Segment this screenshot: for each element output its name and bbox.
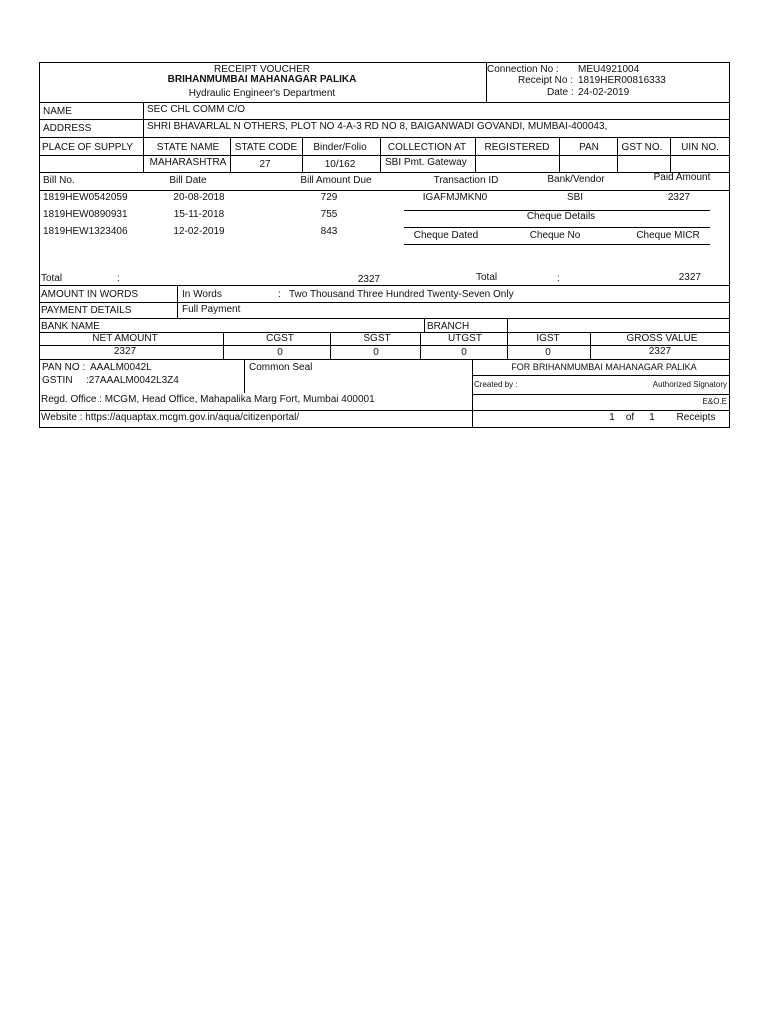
total-label-left: Total bbox=[41, 273, 63, 284]
cheque-details-label: Cheque Details bbox=[526, 211, 596, 222]
page-total: 1 bbox=[649, 412, 655, 423]
common-seal-label: Common Seal bbox=[249, 362, 313, 373]
total-value-right: 2327 bbox=[678, 272, 701, 283]
collection-at-value: SBI Pmt. Gateway bbox=[385, 157, 467, 168]
of-label: of bbox=[625, 412, 635, 423]
transaction-id: IGAFMJMKN0 bbox=[422, 192, 488, 203]
receipt-label: Receipt No : bbox=[518, 75, 574, 86]
org-name: BRIHANMUMBAI MAHANAGAR PALIKA bbox=[167, 74, 357, 85]
department: Hydraulic Engineer's Department bbox=[188, 88, 336, 99]
for-org-label: FOR BRIHANMUMBAI MAHANAGAR PALIKA bbox=[511, 362, 697, 372]
gstin-label: GSTIN bbox=[42, 375, 73, 386]
utgst-header: UTGST bbox=[448, 333, 482, 344]
branch-label: BRANCH bbox=[427, 321, 470, 332]
bank-vendor: SBI bbox=[566, 192, 584, 203]
customer-name: SEC CHL COMM C/O bbox=[147, 104, 245, 115]
bill-date: 12-02-2019 bbox=[173, 226, 225, 237]
amount-in-words: Two Thousand Three Hundred Twenty-Seven Only bbox=[289, 289, 514, 300]
receipts-label: Receipts bbox=[676, 412, 716, 423]
pan-no-value: AAALM0042L bbox=[90, 362, 152, 373]
connection-no: MEU4921004 bbox=[578, 64, 640, 75]
bill-no-header: Bill No. bbox=[43, 175, 75, 186]
collection-at-label: COLLECTION AT bbox=[387, 142, 467, 153]
in-words-colon: : bbox=[278, 289, 281, 300]
bank-name-label: BANK NAME bbox=[41, 321, 100, 332]
voucher-title: RECEIPT VOUCHER bbox=[214, 64, 310, 75]
date-label: Date : bbox=[547, 87, 574, 98]
created-by-label: Created by : bbox=[474, 380, 518, 389]
in-words-label: In Words bbox=[182, 289, 222, 300]
state-name-value: MAHARASHTRA bbox=[149, 157, 227, 168]
gross-value: 2327 bbox=[648, 346, 672, 357]
cgst-header: CGST bbox=[266, 333, 294, 344]
eoe-label: E&O.E bbox=[702, 397, 727, 406]
gross-value-header: GROSS VALUE bbox=[626, 333, 698, 344]
cheque-micr-label: Cheque MICR bbox=[636, 230, 700, 241]
state-code-value: 27 bbox=[259, 159, 271, 170]
date-value: 24-02-2019 bbox=[578, 87, 630, 98]
address-label: ADDRESS bbox=[43, 123, 92, 134]
connection-label: Connection No : bbox=[487, 64, 559, 75]
binder-folio-label: Binder/Folio bbox=[313, 142, 367, 153]
amount-due-header: Bill Amount Due bbox=[300, 175, 372, 186]
bank-vendor-header: Bank/Vendor bbox=[547, 174, 605, 185]
total-value-left: 2327 bbox=[357, 274, 381, 285]
cgst-value: 0 bbox=[277, 347, 283, 358]
payment-details-value: Full Payment bbox=[182, 304, 241, 315]
binder-folio-value: 10/162 bbox=[324, 159, 356, 170]
gstin-value: :27AAALM0042L3Z4 bbox=[86, 375, 179, 386]
utgst-value: 0 bbox=[461, 347, 467, 358]
net-amount-header: NET AMOUNT bbox=[92, 333, 158, 344]
bill-amount: 729 bbox=[320, 192, 338, 203]
bill-no: 1819HEW0542059 bbox=[43, 192, 128, 203]
net-amount-value: 2327 bbox=[113, 346, 137, 357]
gst-no-label: GST NO. bbox=[621, 142, 663, 153]
paid-amount-header: Paid Amount bbox=[653, 172, 711, 183]
customer-address: SHRI BHAVARLAL N OTHERS, PLOT NO 4-A-3 RD NO 8, BAIGANWADI GOVANDI, MUMBAI-400043, bbox=[147, 121, 608, 132]
total-colon-right: : bbox=[557, 273, 560, 284]
receipt-no: 1819HER00816333 bbox=[578, 75, 666, 86]
uin-no-label: UIN NO. bbox=[681, 142, 719, 153]
regd-office: Regd. Office : MCGM, Head Office, Mahapalika Marg Fort, Mumbai 400001 bbox=[41, 394, 375, 405]
sgst-value: 0 bbox=[373, 347, 379, 358]
pan-label: PAN bbox=[579, 142, 599, 153]
paid-amount: 2327 bbox=[667, 192, 691, 203]
authorized-signatory-label: Authorized Signatory bbox=[652, 380, 727, 389]
sgst-header: SGST bbox=[363, 333, 391, 344]
total-label-right: Total bbox=[476, 272, 498, 283]
bill-amount: 843 bbox=[320, 226, 338, 237]
bill-no: 1819HEW1323406 bbox=[43, 226, 128, 237]
transaction-id-header: Transaction ID bbox=[433, 175, 499, 186]
cheque-no-label: Cheque No bbox=[529, 230, 581, 241]
igst-header: IGST bbox=[536, 333, 560, 344]
bill-date: 20-08-2018 bbox=[173, 192, 225, 203]
state-name-label: STATE NAME bbox=[156, 142, 220, 153]
page-number: 1 bbox=[609, 412, 615, 423]
bill-amount: 755 bbox=[320, 209, 338, 220]
registered-label: REGISTERED bbox=[484, 142, 550, 153]
payment-details-label: PAYMENT DETAILS bbox=[41, 305, 132, 316]
bill-date: 15-11-2018 bbox=[173, 209, 225, 220]
name-label: NAME bbox=[43, 106, 72, 117]
place-of-supply-label: PLACE OF SUPPLY bbox=[42, 142, 133, 153]
bill-no: 1819HEW0890931 bbox=[43, 209, 128, 220]
amount-in-words-label: AMOUNT IN WORDS bbox=[41, 289, 139, 300]
cheque-dated-label: Cheque Dated bbox=[413, 230, 479, 241]
state-code-label: STATE CODE bbox=[234, 142, 298, 153]
bill-date-header: Bill Date bbox=[169, 175, 207, 186]
website: Website : https://aquaptax.mcgm.gov.in/aqua/citizenportal/ bbox=[41, 412, 300, 423]
pan-no-label: PAN NO : bbox=[42, 362, 86, 373]
total-colon-left: : bbox=[117, 273, 120, 284]
igst-value: 0 bbox=[545, 347, 551, 358]
